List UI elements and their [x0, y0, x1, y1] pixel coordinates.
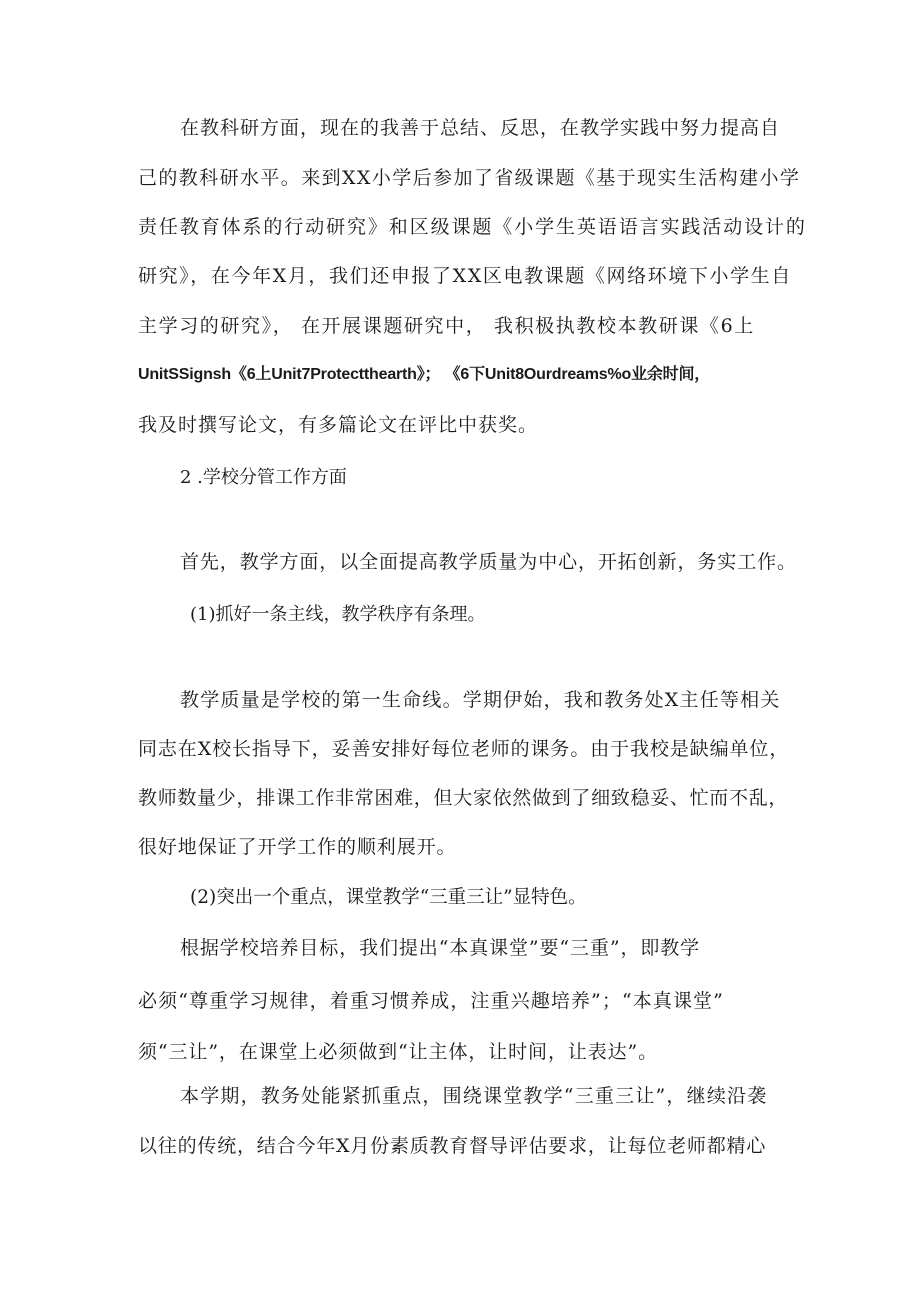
paragraph-4-line-1: 根据学校培养目标，我们提出“本真课堂”要“三重”，即教学 — [180, 937, 701, 959]
paragraph-1-line-2: 己的教科研水平。来到XX小学后参加了省级课题《基于现实生活构建小学 — [138, 167, 801, 189]
paragraph-1-line-6: UnitSSignsh《6上Unit7Protectthearth》； 《6下Unit8Ourdreams%o业余时间， — [138, 366, 711, 383]
paragraph-5-line-2: 以往的传统，结合今年X月份素质教育督导评估要求，让每位老师都精心 — [138, 1135, 767, 1157]
paragraph-5-line-1: 本学期，教务处能紧抓重点，围绕课堂教学“三重三让”，继续沿袭 — [180, 1085, 768, 1107]
paragraph-1-line-5: 主学习的研究》， 在开展课题研究中， 我积极执教校本教研课《6上 — [138, 315, 755, 337]
paragraph-2: 首先，教学方面，以全面提高教学质量为中心，开拓创新，务实工作。 — [180, 551, 797, 573]
paragraph-3-line-3: 教师数量少，排课工作非常困难，但大家依然做到了细致稳妥、忙而不乱， — [138, 787, 789, 809]
paragraph-3-line-4: 很好地保证了开学工作的顺利展开。 — [138, 836, 457, 858]
paragraph-3-line-2: 同志在X校长指导下，妥善安排好每位老师的课务。由于我校是缺编单位， — [138, 738, 790, 760]
section-2-heading: 2 .学校分管工作方面 — [180, 467, 347, 488]
item-1-heading: (1)抓好一条主线，教学秩序有条理。 — [190, 604, 486, 625]
paragraph-1-line-7: 我及时撰写论文，有多篇论文在评比中获奖。 — [138, 414, 539, 436]
paragraph-4-line-2: 必须“尊重学习规律，着重习惯养成，注重兴趣培养”；“本真课堂” — [138, 990, 724, 1012]
paragraph-4-line-3: 须“三让”，在课堂上必须做到“让主体，让时间，让表达”。 — [138, 1041, 659, 1063]
paragraph-1-line-3: 责任教育体系的行动研究》和区级课题《小学生英语语言实践活动设计的 — [138, 216, 807, 238]
paragraph-1-line-4: 研究》，在今年X月，我们还申报了XX区电教课题《网络环境下小学生自 — [138, 265, 792, 287]
paragraph-3-line-1: 教学质量是学校的第一生命线。学期伊始，我和教务处X主任等相关 — [180, 689, 781, 711]
paragraph-1-line-1: 在教科研方面，现在的我善于总结、反思，在教学实践中努力提高自 — [180, 117, 781, 139]
item-2-heading: (2)突出一个重点，课堂教学“三重三让”显特色。 — [190, 887, 587, 908]
